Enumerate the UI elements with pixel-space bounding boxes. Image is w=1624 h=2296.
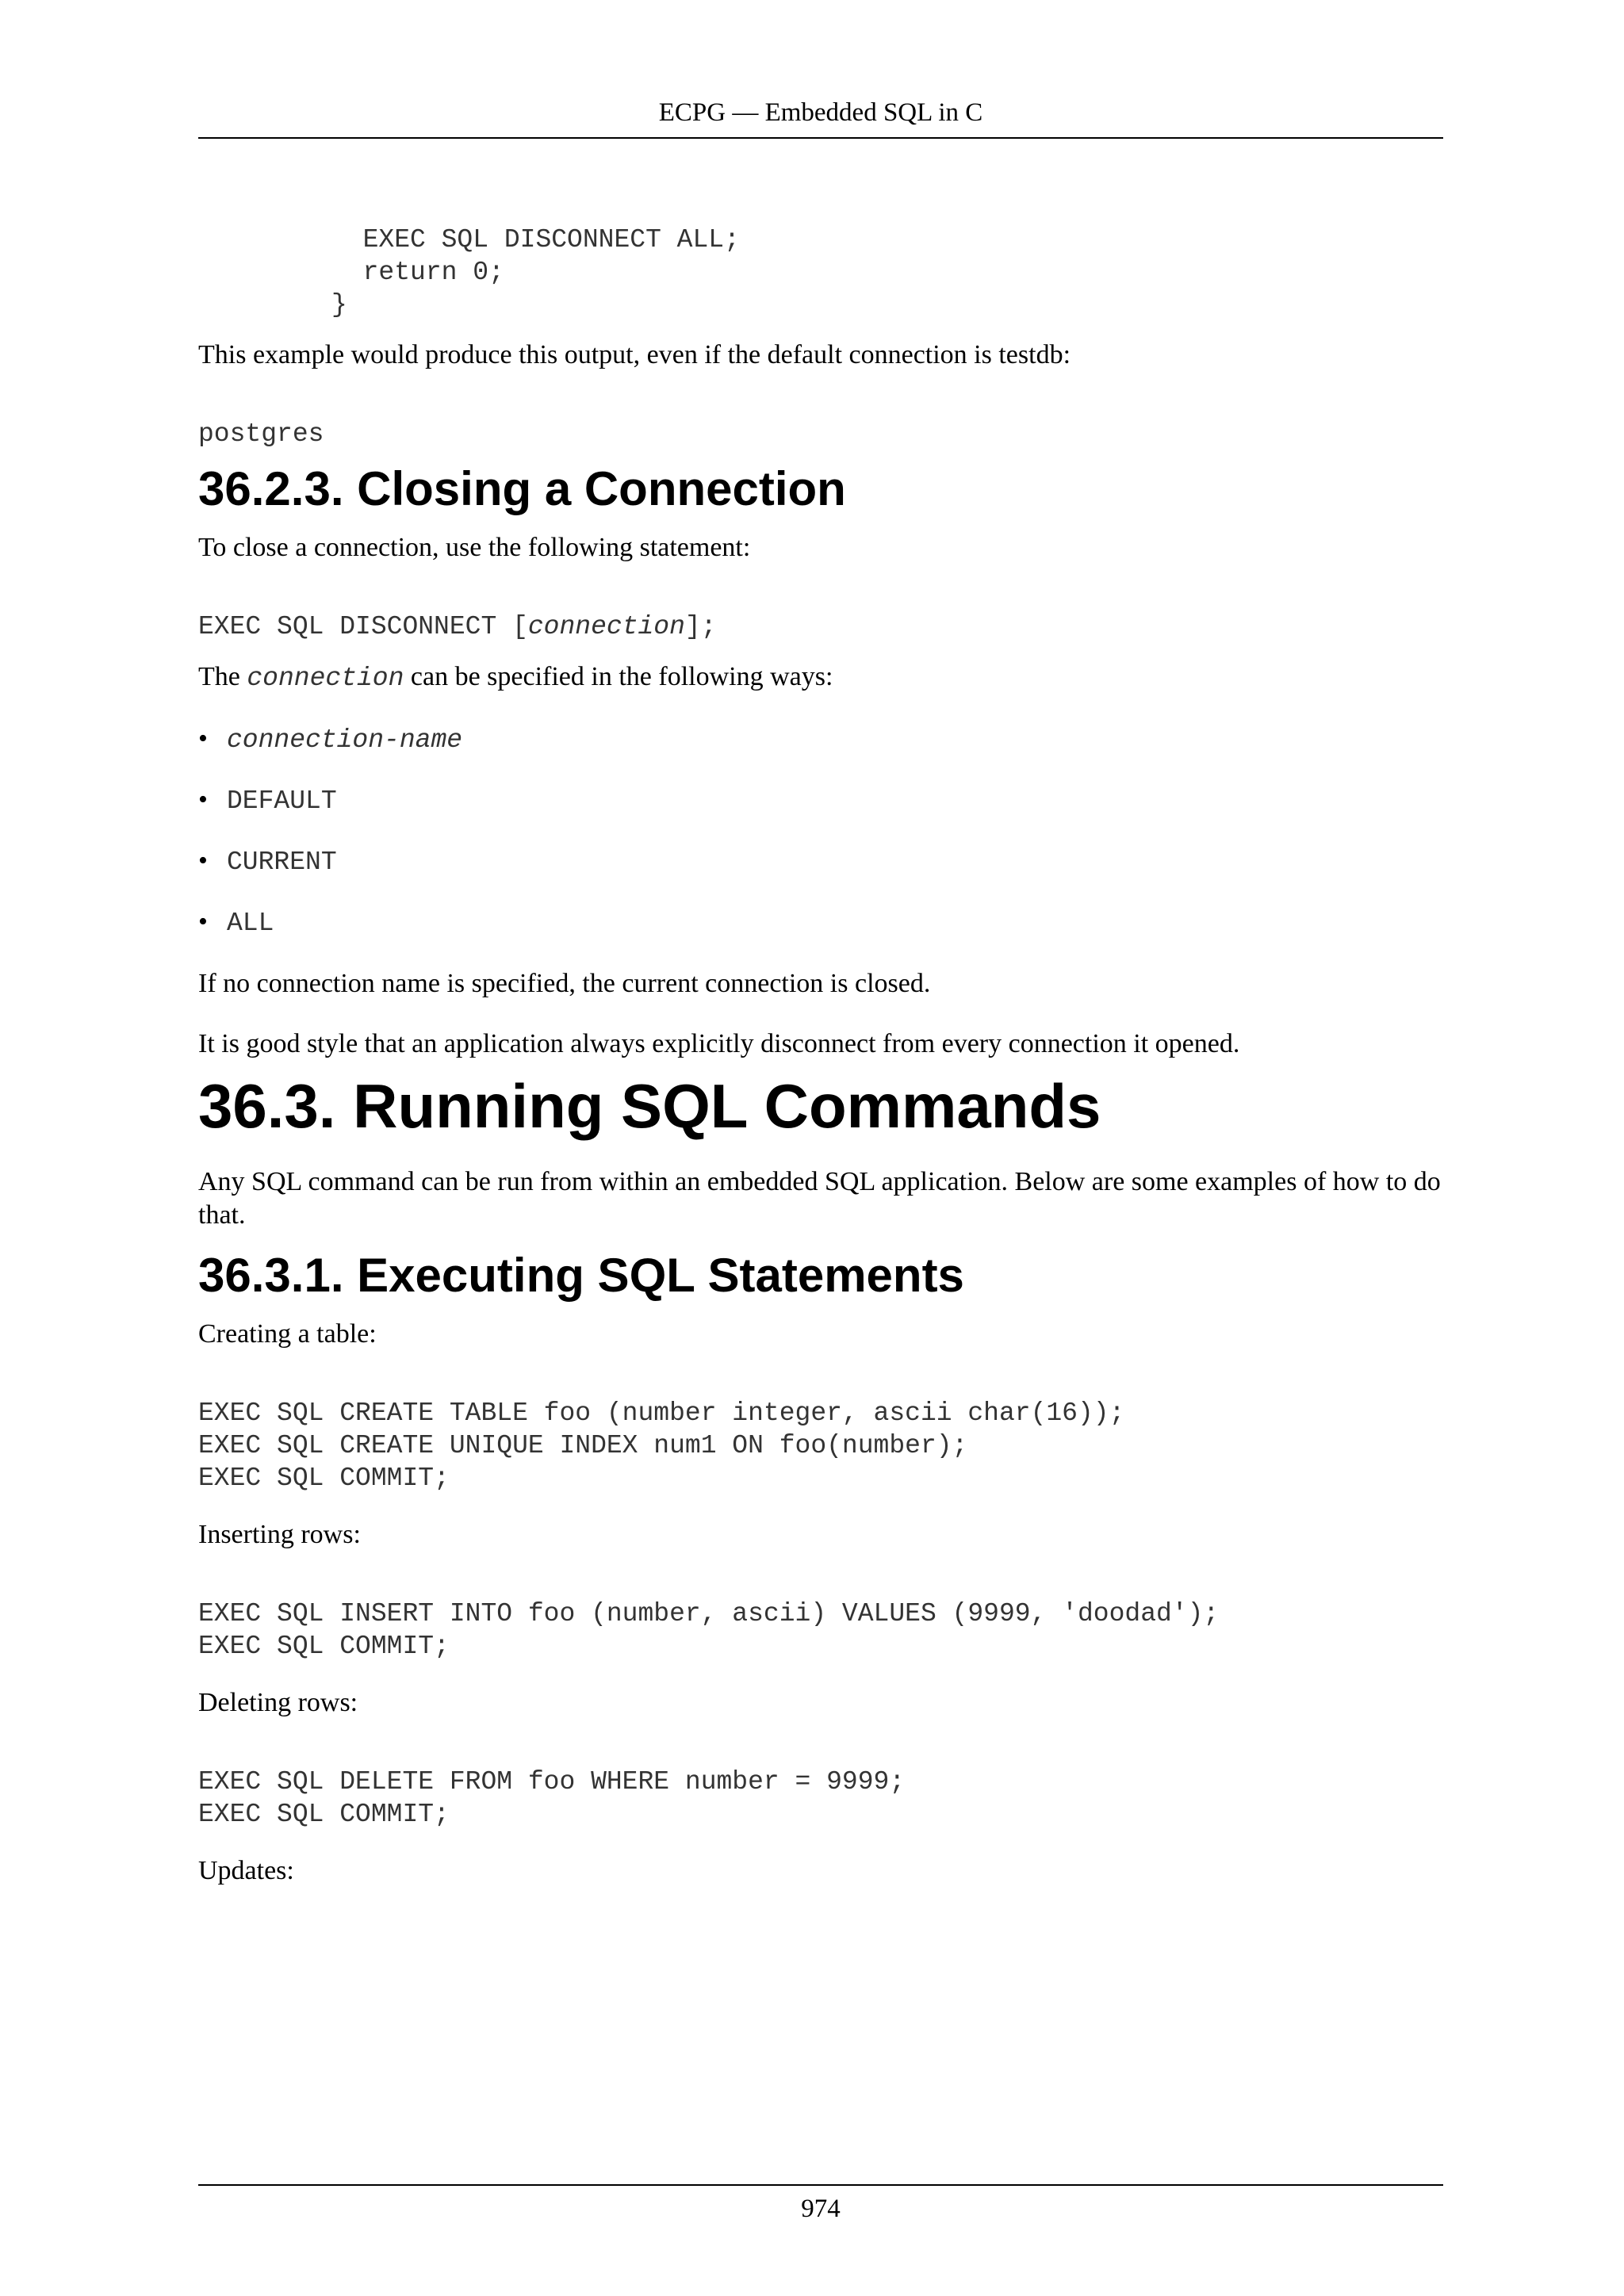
running-intro: Any SQL command can be run from within an embedded SQL application. Below are some examples of how to do that. — [198, 1167, 1441, 1230]
page-content — [198, 224, 1443, 1888]
code-param: connection — [527, 612, 685, 641]
create-table-code: EXEC SQL CREATE TABLE foo (number integer, ascii char(16)); EXEC SQL CREATE UNIQUE INDEX num1 ON foo(number); EXEC SQL COMMIT; — [198, 1399, 1125, 1493]
bullet-icon: • — [198, 785, 208, 814]
list-item — [198, 844, 1443, 879]
closing-note-default: If no connection name is specified, the current connection is closed. — [198, 969, 931, 998]
code-prefix: EXEC SQL DISCONNECT [ — [198, 612, 528, 641]
ways-pre: The — [198, 662, 247, 691]
code-line: } — [331, 290, 347, 320]
section-heading-executing-sql: 36.3.1. Executing SQL Statements — [198, 1249, 964, 1302]
ways-post: can be specified in the following ways: — [404, 662, 833, 691]
output-paragraph: This example would produce this output, even if the default connection is testdb: — [198, 340, 1071, 369]
insert-label: Inserting rows: — [198, 1520, 361, 1549]
delete-rows-code: EXEC SQL DELETE FROM foo WHERE number = 9999; EXEC SQL COMMIT; — [198, 1767, 906, 1829]
list-item — [198, 722, 1443, 757]
code-block-disconnect-all — [331, 224, 1443, 321]
page-number: 974 — [801, 2195, 841, 2223]
code-suffix: ]; — [684, 612, 717, 641]
running-header: ECPG — Embedded SQL in C — [658, 98, 983, 127]
insert-rows-code: EXEC SQL INSERT INTO foo (number, ascii) VALUES (9999, 'doodad'); EXEC SQL COMMIT; — [198, 1599, 1220, 1661]
section-heading-closing-connection: 36.2.3. Closing a Connection — [198, 462, 846, 515]
option-connection-name: connection-name — [227, 725, 463, 755]
section-heading-running-sql: 36.3. Running SQL Commands — [198, 1071, 1101, 1141]
disconnect-statement-code — [198, 610, 1443, 643]
header-rule — [198, 137, 1443, 139]
closing-intro: To close a connection, use the following statement: — [198, 533, 751, 562]
option-default: DEFAULT — [227, 786, 337, 816]
ways-param: connection — [247, 664, 404, 693]
footer-rule — [198, 2184, 1443, 2186]
closing-note-style: It is good style that an application always explicitly disconnect from every connection it opened. — [198, 1029, 1240, 1058]
connection-options-list — [198, 722, 1443, 940]
option-current: CURRENT — [227, 848, 337, 877]
bullet-icon: • — [198, 846, 208, 875]
code-line: EXEC SQL DISCONNECT ALL; — [331, 225, 740, 254]
bullet-icon: • — [198, 907, 208, 936]
list-item — [198, 783, 1443, 818]
bullet-icon: • — [198, 724, 208, 753]
list-item — [198, 905, 1443, 940]
code-line: return 0; — [331, 258, 504, 287]
option-all: ALL — [227, 909, 274, 938]
updates-label: Updates: — [198, 1856, 294, 1885]
create-label: Creating a table: — [198, 1319, 377, 1349]
delete-label: Deleting rows: — [198, 1688, 358, 1717]
output-code: postgres — [198, 419, 324, 449]
connection-ways-paragraph — [198, 660, 1443, 695]
